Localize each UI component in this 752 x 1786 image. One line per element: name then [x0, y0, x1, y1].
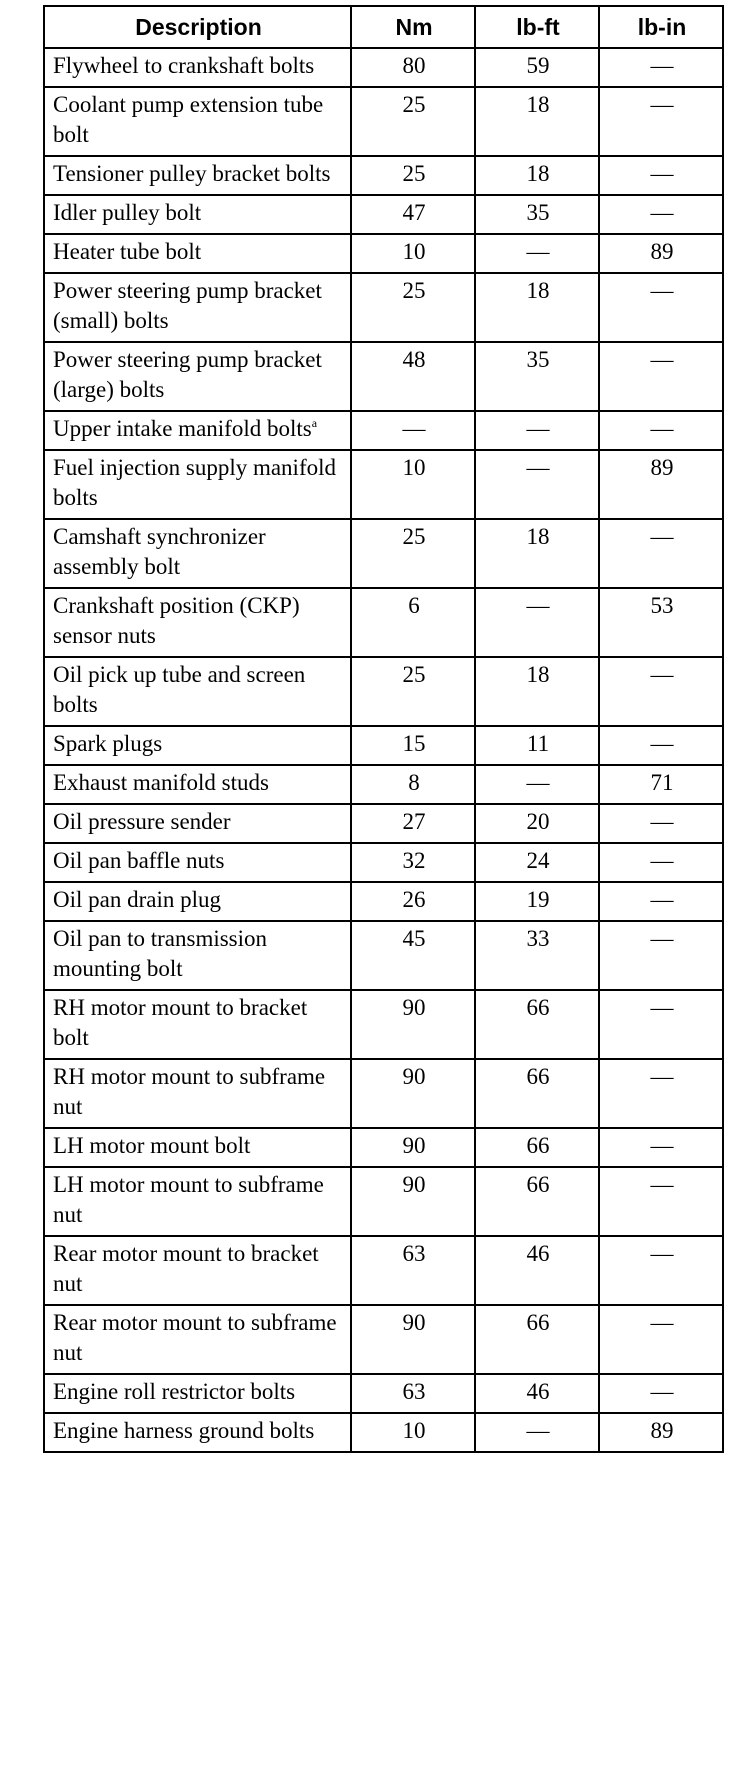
- lbft-cell: 35: [475, 342, 599, 411]
- description-text: Rear motor mount to bracket nut: [53, 1241, 319, 1296]
- nm-cell: 25: [351, 657, 475, 726]
- description-text: Power steering pump bracket (large) bolts: [53, 347, 322, 402]
- lbft-cell: 18: [475, 519, 599, 588]
- description-text: Upper intake manifold bolts: [53, 416, 312, 441]
- table-row: [44, 1236, 723, 1305]
- lbft-cell: 24: [475, 843, 599, 882]
- lbft-cell: 59: [475, 48, 599, 87]
- nm-cell: 80: [351, 48, 475, 87]
- lbft-cell: 18: [475, 273, 599, 342]
- lbft-cell: —: [475, 1413, 599, 1452]
- nm-cell: 90: [351, 1059, 475, 1128]
- description-cell: [44, 519, 351, 588]
- table-row: [44, 1413, 723, 1452]
- description-text: Tensioner pulley bracket bolts: [53, 161, 331, 186]
- table-row: [44, 1305, 723, 1374]
- lbft-cell: 66: [475, 1167, 599, 1236]
- description-cell: [44, 450, 351, 519]
- lbft-cell: 66: [475, 1128, 599, 1167]
- table-row: [44, 1167, 723, 1236]
- description-cell: [44, 48, 351, 87]
- nm-cell: 10: [351, 1413, 475, 1452]
- lbft-cell: 66: [475, 1305, 599, 1374]
- description-cell: [44, 1413, 351, 1452]
- lbft-cell: 20: [475, 804, 599, 843]
- lbin-cell: —: [599, 1236, 723, 1305]
- nm-cell: 90: [351, 1305, 475, 1374]
- lbin-cell: —: [599, 342, 723, 411]
- description-text: Engine harness ground bolts: [53, 1418, 315, 1443]
- table-header: [44, 6, 723, 48]
- table-row: [44, 195, 723, 234]
- description-cell: [44, 804, 351, 843]
- description-cell: [44, 843, 351, 882]
- description-cell: [44, 882, 351, 921]
- lbin-cell: —: [599, 1128, 723, 1167]
- header-lbin: lb-in: [599, 6, 723, 48]
- description-cell: [44, 726, 351, 765]
- lbft-cell: 19: [475, 882, 599, 921]
- description-cell: [44, 156, 351, 195]
- description-text: Rear motor mount to subframe nut: [53, 1310, 337, 1365]
- lbin-cell: —: [599, 411, 723, 450]
- table-row: [44, 921, 723, 990]
- description-cell: [44, 411, 351, 450]
- lbft-cell: —: [475, 765, 599, 804]
- table-row: [44, 765, 723, 804]
- nm-cell: 47: [351, 195, 475, 234]
- nm-cell: 25: [351, 87, 475, 156]
- table-row: [44, 156, 723, 195]
- nm-cell: 25: [351, 273, 475, 342]
- lbin-cell: —: [599, 921, 723, 990]
- lbin-cell: —: [599, 156, 723, 195]
- description-text: Oil pan to transmission mounting bolt: [53, 926, 268, 981]
- nm-cell: 48: [351, 342, 475, 411]
- lbin-cell: —: [599, 519, 723, 588]
- description-cell: [44, 657, 351, 726]
- header-row: [44, 6, 723, 48]
- table-row: [44, 882, 723, 921]
- nm-cell: 26: [351, 882, 475, 921]
- nm-cell: 45: [351, 921, 475, 990]
- description-cell: [44, 273, 351, 342]
- lbin-cell: —: [599, 657, 723, 726]
- description-text: RH motor mount to bracket bolt: [53, 995, 308, 1050]
- lbin-cell: —: [599, 1374, 723, 1413]
- lbin-cell: —: [599, 843, 723, 882]
- description-text: Oil pressure sender: [53, 809, 231, 834]
- lbft-cell: 46: [475, 1374, 599, 1413]
- description-cell: [44, 234, 351, 273]
- lbft-cell: —: [475, 450, 599, 519]
- table-body: [44, 48, 723, 1452]
- description-cell: [44, 195, 351, 234]
- lbin-cell: —: [599, 195, 723, 234]
- lbin-cell: —: [599, 882, 723, 921]
- lbin-cell: —: [599, 1167, 723, 1236]
- description-text: LH motor mount bolt: [53, 1133, 251, 1158]
- description-text: Engine roll restrictor bolts: [53, 1379, 296, 1404]
- lbin-cell: —: [599, 87, 723, 156]
- lbft-cell: 46: [475, 1236, 599, 1305]
- nm-cell: 90: [351, 1128, 475, 1167]
- lbin-cell: —: [599, 48, 723, 87]
- description-text: RH motor mount to subframe nut: [53, 1064, 326, 1119]
- lbin-cell: —: [599, 1059, 723, 1128]
- footnote-marker: a: [311, 416, 318, 430]
- lbft-cell: —: [475, 588, 599, 657]
- lbft-cell: —: [475, 234, 599, 273]
- nm-cell: —: [351, 411, 475, 450]
- nm-cell: 90: [351, 990, 475, 1059]
- lbft-cell: 18: [475, 87, 599, 156]
- description-cell: [44, 765, 351, 804]
- lbin-cell: —: [599, 726, 723, 765]
- nm-cell: 25: [351, 156, 475, 195]
- nm-cell: 90: [351, 1167, 475, 1236]
- table-row: [44, 342, 723, 411]
- description-cell: [44, 921, 351, 990]
- lbft-cell: 35: [475, 195, 599, 234]
- description-cell: [44, 1128, 351, 1167]
- description-cell: [44, 990, 351, 1059]
- description-text: Heater tube bolt: [53, 239, 202, 264]
- lbft-cell: 33: [475, 921, 599, 990]
- table-row: [44, 48, 723, 87]
- lbin-cell: —: [599, 990, 723, 1059]
- nm-cell: 8: [351, 765, 475, 804]
- description-cell: [44, 588, 351, 657]
- table-row: [44, 657, 723, 726]
- header-nm: Nm: [351, 6, 475, 48]
- description-text: Crankshaft position (CKP) sensor nuts: [53, 593, 300, 648]
- description-text: Idler pulley bolt: [53, 200, 202, 225]
- description-text: Power steering pump bracket (small) bolts: [53, 278, 322, 333]
- table-row: [44, 87, 723, 156]
- lbft-cell: 18: [475, 156, 599, 195]
- description-cell: [44, 1305, 351, 1374]
- header-lbft: lb-ft: [475, 6, 599, 48]
- lbft-cell: —: [475, 411, 599, 450]
- lbin-cell: 53: [599, 588, 723, 657]
- description-text: Flywheel to crankshaft bolts: [53, 53, 315, 78]
- nm-cell: 63: [351, 1236, 475, 1305]
- description-text: Camshaft synchronizer assembly bolt: [53, 524, 266, 579]
- lbin-cell: —: [599, 273, 723, 342]
- lbin-cell: 89: [599, 450, 723, 519]
- nm-cell: 6: [351, 588, 475, 657]
- table-row: [44, 234, 723, 273]
- description-text: Spark plugs: [53, 731, 163, 756]
- nm-cell: 10: [351, 450, 475, 519]
- description-text: Exhaust manifold studs: [53, 770, 269, 795]
- nm-cell: 15: [351, 726, 475, 765]
- description-cell: [44, 342, 351, 411]
- torque-specification-table: [43, 5, 724, 1453]
- description-cell: [44, 1167, 351, 1236]
- nm-cell: 25: [351, 519, 475, 588]
- nm-cell: 27: [351, 804, 475, 843]
- table-row: [44, 450, 723, 519]
- table-row: [44, 1128, 723, 1167]
- table-row: [44, 411, 723, 450]
- lbin-cell: —: [599, 1305, 723, 1374]
- description-text: Oil pan baffle nuts: [53, 848, 225, 873]
- table-row: [44, 1374, 723, 1413]
- table-row: [44, 804, 723, 843]
- description-cell: [44, 1374, 351, 1413]
- nm-cell: 63: [351, 1374, 475, 1413]
- table-row: [44, 726, 723, 765]
- table-row: [44, 273, 723, 342]
- description-cell: [44, 1059, 351, 1128]
- lbft-cell: 11: [475, 726, 599, 765]
- table-row: [44, 990, 723, 1059]
- lbin-cell: 89: [599, 234, 723, 273]
- description-text: Oil pan drain plug: [53, 887, 221, 912]
- table-row: [44, 588, 723, 657]
- lbin-cell: 71: [599, 765, 723, 804]
- lbin-cell: 89: [599, 1413, 723, 1452]
- description-text: Coolant pump extension tube bolt: [53, 92, 324, 147]
- description-text: Oil pick up tube and screen bolts: [53, 662, 306, 717]
- description-cell: [44, 1236, 351, 1305]
- nm-cell: 10: [351, 234, 475, 273]
- table-row: [44, 1059, 723, 1128]
- lbft-cell: 66: [475, 1059, 599, 1128]
- description-text: LH motor mount to subframe nut: [53, 1172, 324, 1227]
- description-text: Fuel injection supply manifold bolts: [53, 455, 336, 510]
- lbin-cell: —: [599, 804, 723, 843]
- nm-cell: 32: [351, 843, 475, 882]
- lbft-cell: 18: [475, 657, 599, 726]
- description-cell: [44, 87, 351, 156]
- table-row: [44, 843, 723, 882]
- header-description: Description: [44, 6, 351, 48]
- table-row: [44, 519, 723, 588]
- lbft-cell: 66: [475, 990, 599, 1059]
